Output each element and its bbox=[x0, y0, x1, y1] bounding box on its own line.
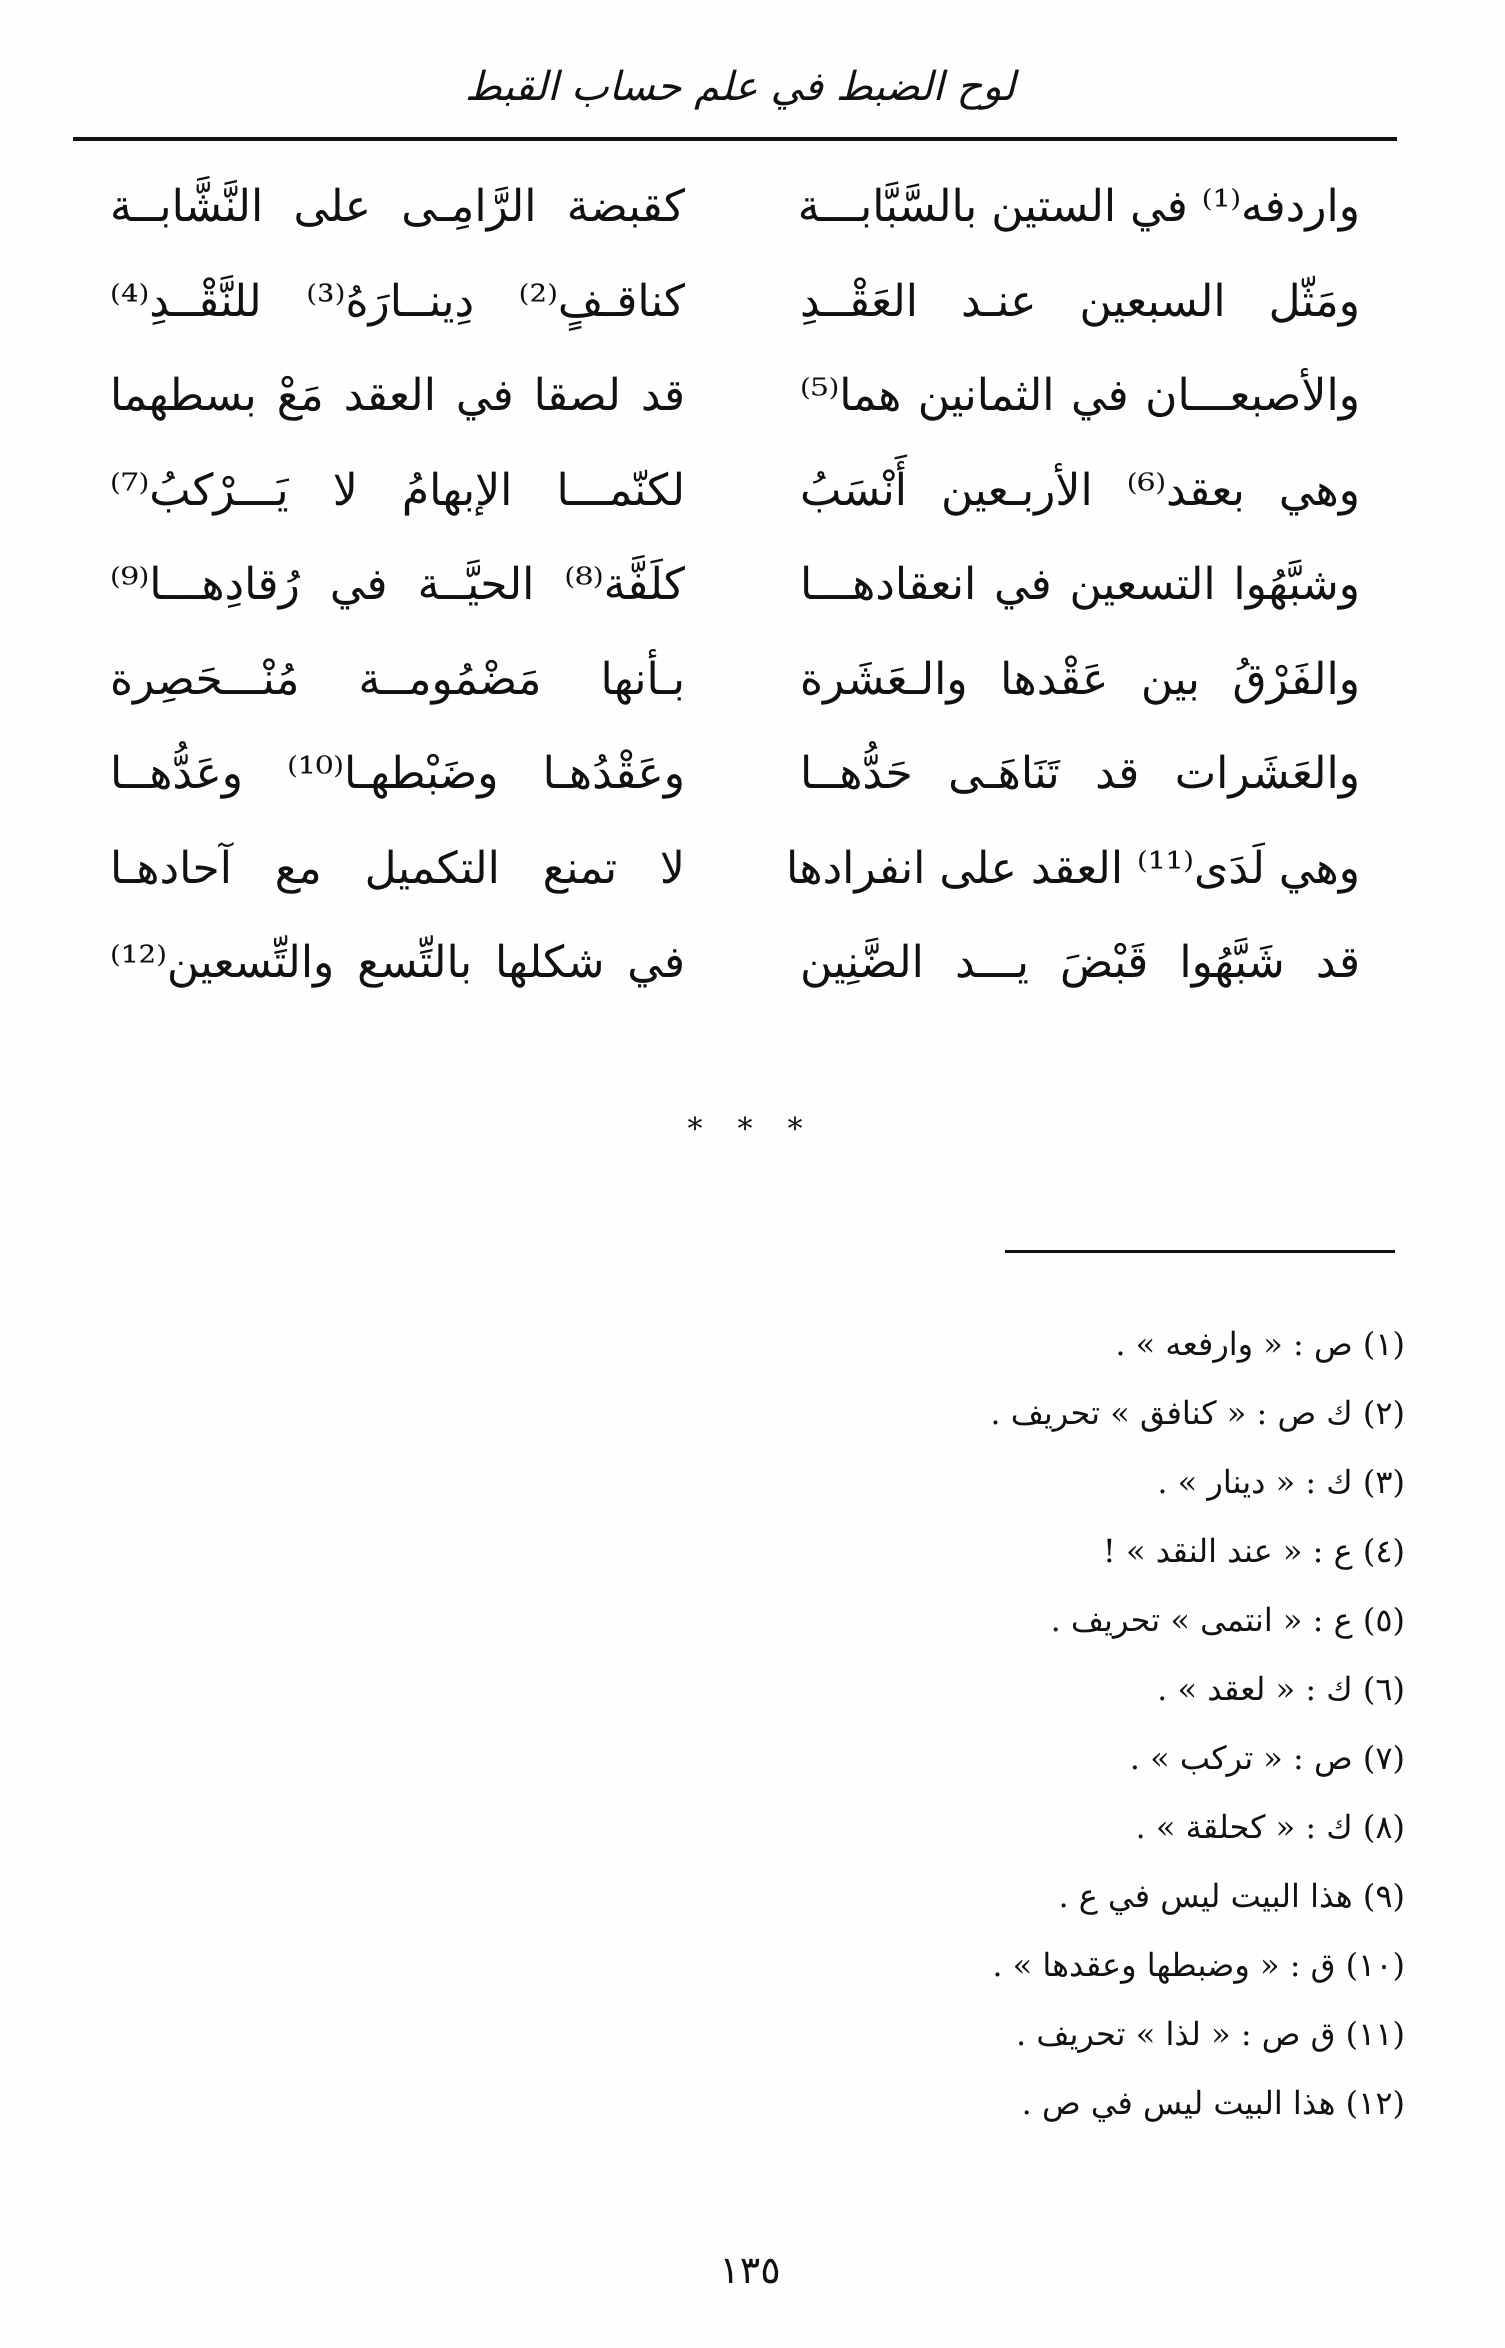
verse-second-hemistich: لا تمنع التكميل مع آحادهـا bbox=[110, 842, 685, 894]
verse-first-hemistich: والعَشَرات قد تَنَاهَـى حَدُّهــا bbox=[800, 748, 1360, 800]
verse-row bbox=[110, 160, 1360, 255]
verse-first-hemistich: ومَثّل السبعين عنـد العَقْــدِ bbox=[800, 275, 1360, 327]
verse-second-hemistich: في شكلها بالتِّسع والتِّسعين⁽¹²⁾ bbox=[110, 937, 685, 989]
verse-first-hemistich: والفَرْقُ بين عَقْدها والـعَشَرة bbox=[800, 653, 1360, 705]
footnote-item: (٢) ك ص : « كنافق » تحريف . bbox=[990, 1394, 1405, 1432]
footnote-item: (٦) ك : « لعقد » . bbox=[1157, 1670, 1405, 1708]
footnote-item: (١٠) ق : « وضبطها وعقدها » . bbox=[992, 1946, 1405, 1984]
verse-row bbox=[110, 349, 1360, 444]
verse-row bbox=[110, 916, 1360, 1011]
footnote-item: (١٢) هذا البيت ليس في ص . bbox=[1021, 2084, 1405, 2122]
running-head-title: لوح الضبط في علم حساب القبط bbox=[464, 64, 1016, 110]
footnotes-list bbox=[705, 1310, 1405, 2138]
verse-second-hemistich: لكنّمـــا الإبهامُ لا يَـــرْكبُ⁽⁷⁾ bbox=[110, 464, 685, 516]
verse-second-hemistich: كقبضة الرَّامِـى على النَّشَّابــة bbox=[110, 181, 685, 233]
footnote-item: (٨) ك : « كحلقة » . bbox=[1135, 1808, 1405, 1846]
asterisk-icon: * bbox=[787, 1112, 803, 1147]
footnote-item: (٥) ع : « انتمى » تحريف . bbox=[1050, 1601, 1405, 1639]
verse-row bbox=[110, 822, 1360, 917]
verse-first-hemistich: قد شَبَّهُوا قَبْضَ يـــد الضَّنِين bbox=[800, 937, 1360, 989]
footnote-rule bbox=[1005, 1250, 1395, 1253]
footnote-item: (٤) ع : « عند النقد » ! bbox=[1102, 1532, 1405, 1570]
footnote-item: (١١) ق ص : « لذا » تحريف . bbox=[1015, 2015, 1405, 2053]
verse-second-hemistich: كناقـفٍ⁽²⁾ دِينــارَهُ⁽³⁾ للنَّقْــدِ⁽⁴⁾ bbox=[110, 275, 685, 327]
verse-row bbox=[110, 255, 1360, 350]
asterisk-icon: * bbox=[737, 1112, 753, 1147]
verse-row bbox=[110, 444, 1360, 539]
verse-first-hemistich: واردفه⁽¹⁾ في الستين بالسَّبَّابـــة bbox=[797, 181, 1360, 233]
asterisk-icon: * bbox=[687, 1112, 703, 1147]
verse-row bbox=[110, 727, 1360, 822]
footnote-item: (٣) ك : « دينار » . bbox=[1157, 1463, 1405, 1501]
verse-second-hemistich: كلَفَّة⁽⁸⁾ الحيَّــة في رُقادِهـــا⁽⁹⁾ bbox=[110, 559, 685, 611]
verse-first-hemistich: والأصبعـــان في الثمانين هما⁽⁵⁾ bbox=[800, 370, 1360, 422]
section-separator-stars bbox=[680, 1112, 810, 1147]
verse-row bbox=[110, 633, 1360, 728]
verse-first-hemistich: وشبَّهُوا التسعين في انعقادهـــا bbox=[800, 559, 1360, 611]
page-number: ١٣٥ bbox=[719, 2248, 781, 2292]
verse-second-hemistich: بـأنها مَضْمُومــة مُنْـــحَصِرة bbox=[110, 653, 685, 705]
footnote-item: (١) ص : « وارفعه » . bbox=[1115, 1325, 1405, 1363]
verse-first-hemistich: وهي بعقد⁽⁶⁾ الأربـعين أَنْسَبُ bbox=[800, 464, 1360, 516]
poem-verses bbox=[110, 160, 1360, 1011]
footnote-item: (٩) هذا البيت ليس في ع . bbox=[1058, 1877, 1405, 1915]
verse-second-hemistich: وعَقْدُهـا وضَبْطهـا⁽¹⁰⁾ وعَدُّهــا bbox=[110, 748, 685, 800]
footnote-item: (٧) ص : « تركب » . bbox=[1129, 1739, 1405, 1777]
header-rule bbox=[73, 137, 1397, 141]
verse-first-hemistich: وهي لَدَى⁽¹¹⁾ العقد على انفرادها bbox=[785, 842, 1360, 894]
verse-row bbox=[110, 538, 1360, 633]
verse-second-hemistich: قد لصقا في العقد مَعْ بسطهما bbox=[110, 370, 685, 422]
